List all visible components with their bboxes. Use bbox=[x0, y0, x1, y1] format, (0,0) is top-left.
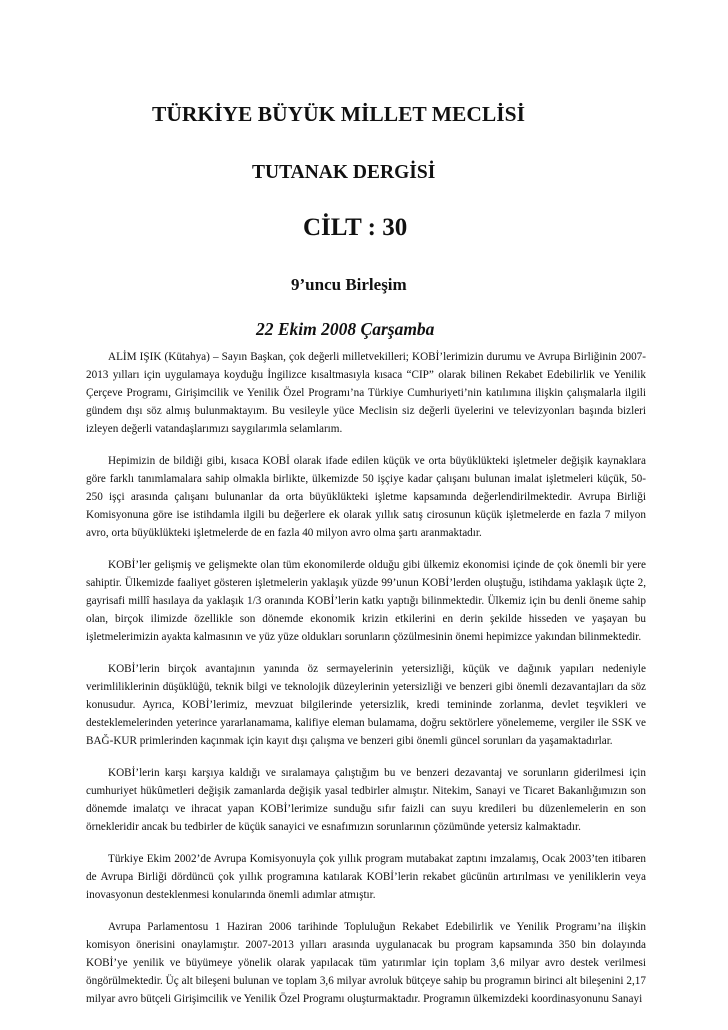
paragraph-5: KOBİ’lerin karşı karşıya kaldığı ve sıralamaya çalıştığım bu ve benzeri dezavantaj ve sorunların giderilmesi için cumhuriyet hükûmetleri değişik zamanlarda değişik yasal tedbirler almıştır. Nitekim, Sanayi ve Ticaret Bakanlığımızın son dönemde imalatçı ve ihracat yapan KOBİ’lerimize sunduğu sıfır faizli can suyu kredileri bu düzenlemelerin en son örnekleridir ancak bu tedbirler de küçük sanayici ve esnafımızın sorunlarının çözümünde yetersiz kalmaktadır. bbox=[86, 767, 646, 833]
volume-heading: CİLT : 30 bbox=[303, 214, 408, 241]
institution-heading: TÜRKİYE BÜYÜK MİLLET MECLİSİ bbox=[152, 102, 525, 126]
paragraph-1: ALİM IŞIK (Kütahya) – Sayın Başkan, çok değerli milletvekilleri; KOBİ’lerimizin durumu ve Avrupa Birliğinin 2007-2013 yılları için uygulamaya koyduğu İngilizce kısaltmasıyla kısaca “CIP” olarak bilinen Rekabet Edebilirlik ve Yenilik Çerçeve Programı, Girişimcilik ve Yenilik Özel Programı’na Türkiye Cumhuriyeti’nin katılımına ilişkin çalışmalarla ilgili gündem dışı söz almış bulunmaktayım. Bu vesileyle yüce Meclisin siz değerli üyelerini ve televizyonları başında bizleri izleyen değerli vatandaşlarımızı saygılarımla selamlarım. bbox=[86, 351, 646, 435]
paragraph-6: Türkiye Ekim 2002’de Avrupa Komisyonuyla çok yıllık program mutabakat zaptını imzalamış, Ocak 2003’ten itibaren de Avrupa Birliği dördüncü çok yıllık programına katılarak KOBİ’lerin rekabet gücünün artırılması ve yeniliklerin veya inovasyonun desteklenmesi konularında önemli adımlar atmıştır. bbox=[86, 853, 646, 901]
paragraph-3: KOBİ’ler gelişmiş ve gelişmekte olan tüm ekonomilerde olduğu gibi ülkemiz ekonomisi içinde de çok önemli bir yere sahiptir. Ülkemizde faaliyet gösteren işletmelerin yaklaşık yüzde 99’unun KOBİ’lerden oluştuğu, istihdama yaklaşık üçte 2, gayrisafi millî hasılaya da yaklaşık 1/3 oranında KOBİ’lerin katkı yaptığı bilinmektedir. Ülkemiz için bu denli öneme sahip olan, birçok ilimizde özellikle son dönemde ekonomik krizin etkilerini en derin şekilde hisseden ve yaşayan bu işletmelerimizin ayakta kalmasının ve yüz yüze oldukları sorunların çözülmesinin önemi hepimizce yakından bilinmektedir. bbox=[86, 559, 646, 643]
journal-heading: TUTANAK DERGİSİ bbox=[252, 162, 436, 183]
paragraph-4: KOBİ’lerin birçok avantajının yanında öz sermayelerinin yetersizliği, küçük ve dağınık yapıları nedeniyle verimliliklerinin düşüklüğü, teknik bilgi ve teknolojik düzeylerinin yetersizliği ve benzeri gibi önemli dezavantajları da söz konusudur. Ayrıca, KOBİ’lerimiz, mevzuat bilgilerinde yetersizlik, kredi temininde zorlanma, devlet teşvikleri ve desteklemelerinden yeterince yararlanamama, kalifiye eleman bulamama, doğru sektörlere yönelememe, vergiler ile SSK ve BAĞ-KUR primlerinden kaçınmak için kayıt dışı çalışma ve benzeri gibi önemli güncel sorunları da yaşamaktadırlar. bbox=[86, 663, 646, 747]
session-heading: 9’uncu Birleşim bbox=[291, 275, 407, 294]
date-heading: 22 Ekim 2008 Çarşamba bbox=[256, 319, 435, 339]
paragraph-2: Hepimizin de bildiği gibi, kısaca KOBİ olarak ifade edilen küçük ve orta büyüklükteki işletmeler değişik kaynaklara göre farklı tanımlamalara sahip olmakla birlikte, ülkemizde 50 işçiye kadar çalışanı bulunan imalat işletmeleri küçük, 50-250 işçi arasında çalışanı bulunanlar da orta büyüklükteki işletme kapsamında değerlendirilmektedir. Avrupa Birliği Komisyonuna göre ise istihdamla ilgili bu değerlere ek olarak yıllık satış cirosunun küçük işletmelerde en fazla 7 milyon avro, orta büyüklükteki işletmelerde de en fazla 40 milyon avro olma şartı aranmaktadır. bbox=[86, 455, 646, 539]
speech-body bbox=[86, 348, 646, 1008]
paragraph-7: Avrupa Parlamentosu 1 Haziran 2006 tarihinde Topluluğun Rekabet Edebilirlik ve Yenilik Programı’na ilişkin komisyon önerisini onaylamıştır. 2007-2013 yılları arasında uygulanacak bu program kapsamında 350 bin dolayında KOBİ’ye yenilik ve büyümeye yönelik olarak yapılacak tüm yatırımlar için toplam 3,6 milyar avro destek verilmesi öngörülmektedir. Üç alt bileşeni bulunan ve toplam 3,6 milyar avroluk bütçeye sahip bu programın birinci alt bileşenini 2,17 milyar avro bütçeli Girişimcilik ve Yenilik Özel Programı oluşturmaktadır. Programın ülkemizdeki koordinasyonunu Sanayi bbox=[86, 921, 646, 1005]
